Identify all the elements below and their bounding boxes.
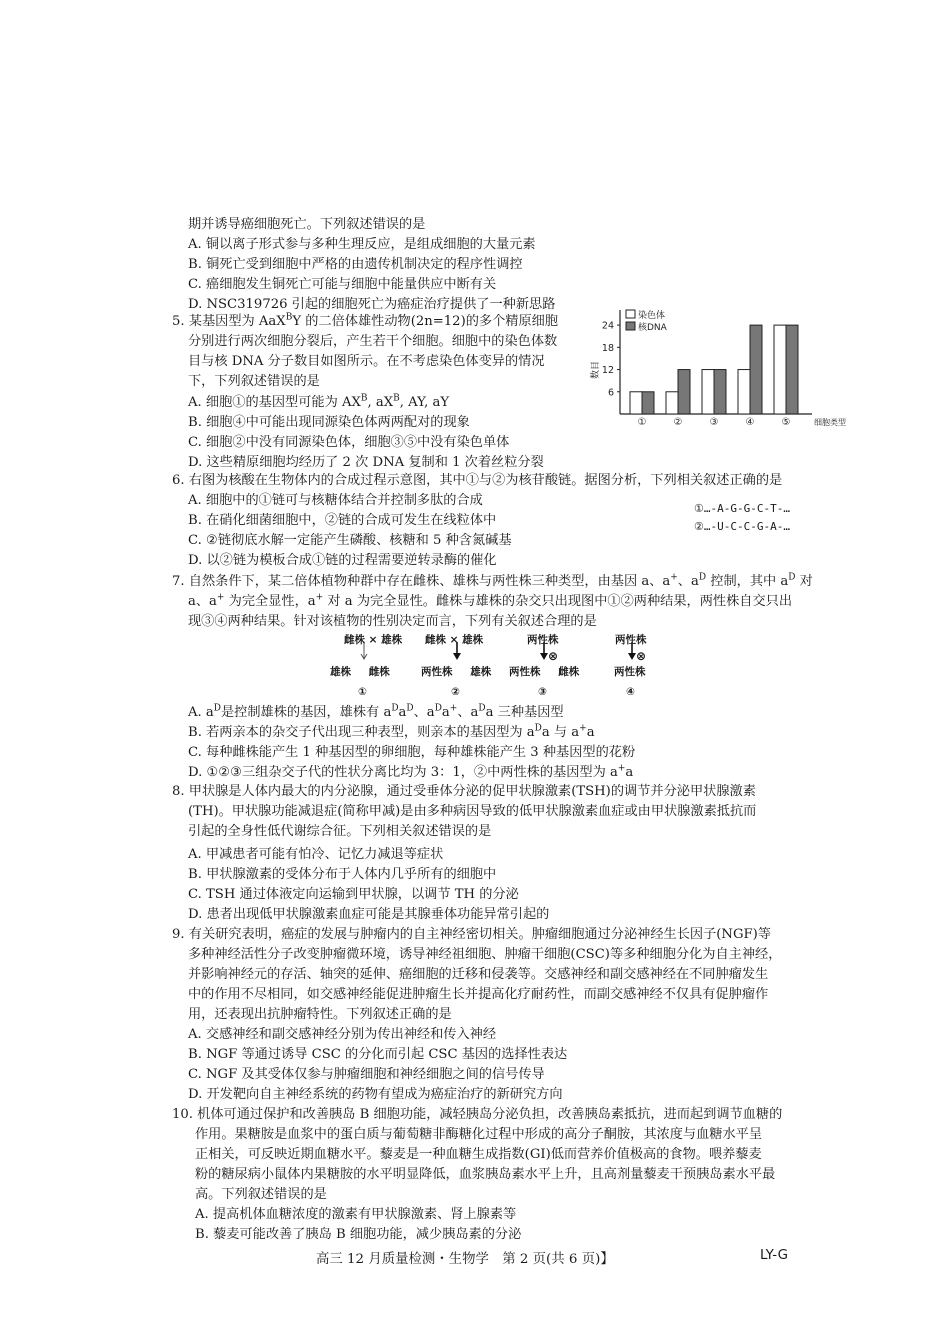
q10-option-b: B. 藜麦可能改善了胰岛 B 细胞功能，减少胰岛素的分泌 (195, 1227, 522, 1242)
q9-stem-line-2: 多种神经活性分子改变肿瘤微环境，诱导神经祖细胞、肿瘤干细胞(CSC)等多种细胞分化为自主神经， (188, 947, 782, 962)
chart-x-label: 细胞类型 (814, 418, 846, 427)
q7-cross-2-parents: 雌株 × 雄株 (425, 634, 484, 646)
q6-strand-2: ②…-U-C-C-G-A-… (694, 520, 790, 533)
q6-option-b: B. 在硝化细菌细胞中，②链的合成可发生在线粒体中 (188, 513, 497, 528)
q4-option-c: C. 癌细胞发生铜死亡可能与细胞中能量供应中断有关 (188, 277, 497, 292)
q7-option-a: A. $a^D$是控制雄株的基因，雄株有 $a^Da^D$、$a^Da^+$、$a^Da$ 三种基因型 (188, 703, 564, 720)
q6-option-c: C. ②链彻底水解一定能产生磷酸、核糖和 5 种含氮碱基 (188, 533, 512, 548)
q7-option-b: B. 若两亲本的杂交子代出现三种表型，则亲本的基因型为 $a^Da$ 与 a+a (188, 723, 595, 740)
q4-stem-cont: 期并诱导癌细胞死亡。下列叙述错误的是 (188, 217, 426, 232)
q7-cross-3-number: ③ (538, 686, 547, 698)
chart-legend-label: 染色体 (638, 311, 666, 321)
q7-cross-1-number: ① (358, 686, 367, 698)
q7-selfing-symbol-3: ⊗ (548, 649, 559, 663)
q9-stem-line-1: 9. 有关研究表明，癌症的发展与肿瘤内的自主神经密切相关。肿瘤细胞通过分泌神经生长因子(NGF)等 (172, 927, 771, 942)
q6-stem: 6. 右图为核酸在生物体内的合成过程示意图，其中①与②为核苷酸链。据图分析，下列相关叙述正确的是 (172, 473, 783, 488)
q5-option-a: A. 细胞①的基因型可能为 $AX^B$, $aX^B$, AY, aY (188, 393, 450, 410)
q6-strand-1: ①…-A-G-G-C-T-… (694, 502, 790, 515)
q5-stem-line-4: 下，下列叙述错误的是 (188, 374, 320, 389)
q4-option-a: A. 铜以离子形式参与多种生理反应，是组成细胞的大量元素 (188, 237, 536, 252)
q8-option-d: D. 患者出现低甲状腺激素血症可能是其腺垂体功能异常引起的 (188, 907, 550, 922)
page-footer: 高三 12 月质量检测・生物学 第 2 页(共 6 页)】 (316, 1252, 614, 1267)
q7-option-c: C. 每种雌株能产生 1 种基因型的卵细胞，每种雄株能产生 3 种基因型的花粉 (188, 745, 636, 760)
q8-stem-line-1: 8. 甲状腺是人体内最大的内分泌腺，通过受垂体分泌的促甲状腺激素(TSH)的调节并分泌甲状腺激素 (172, 784, 756, 799)
chart-bar (750, 325, 762, 414)
chart-x-tick-label: ④ (745, 417, 755, 428)
q7-cross-2-number: ② (451, 686, 460, 698)
q9-stem-line-3: 并影响神经元的存活、轴突的延伸、癌细胞的迁移和侵袭等。交感神经和副交感神经在不同肿瘤发生 (188, 967, 769, 982)
q8-option-c: C. TSH 通过体液定向运输到甲状腺，以调节 TH 的分泌 (188, 887, 519, 902)
q7-cross-1-offspring: 雄株 雌株 (330, 666, 390, 678)
q10-stem-line-5: 高。下列叙述错误的是 (195, 1187, 327, 1202)
q5-stem-line-3: 目与核 DNA 分子数目如图所示。在不考虑染色体变异的情况 (188, 354, 545, 369)
chart-x-tick-label: ⑤ (781, 417, 791, 428)
q9-option-c: C. NGF 及其受体仅参与肿瘤细胞和神经细胞之间的信号传导 (188, 1067, 545, 1082)
q7-cross-4-offspring: 两性株 (614, 666, 646, 678)
q5-stem-line-2: 分别进行两次细胞分裂后，产生若干个细胞。细胞中的染色体数 (188, 334, 558, 349)
paper-code: LY-G (760, 1248, 788, 1263)
q8-stem-line-3: 引起的全身性低代谢综合征。下列相关叙述错误的是 (188, 824, 492, 839)
chart-bar (786, 325, 798, 414)
q7-cross-1-parents: 雌株 × 雄株 (344, 634, 403, 646)
q8-option-b: B. 甲状腺激素的受体分布于人体内几乎所有的细胞中 (188, 867, 497, 882)
q7-option-d: D. ①②③三组杂交子代的性状分离比均为 3：1，②中两性株的基因型为 a+a (188, 763, 634, 780)
q7-selfing-symbol-4: ⊗ (636, 649, 647, 663)
q9-stem-line-4: 中的作用不尽相同，如交感神经能促进肿瘤生长并提高化疗耐药性，而副交感神经不仅具有促肿瘤作 (188, 987, 769, 1002)
chart-y-tick-label: 12 (601, 365, 614, 377)
q5-stem-line-1: 5. 某基因型为 AaX$^B$Y 的二倍体雄性动物(2n=12)的多个精原细胞 (172, 312, 559, 329)
q5-option-c: C. 细胞②中没有同源染色体，细胞③⑤中没有染色单体 (188, 435, 510, 450)
q7-stem-line-3: 现③④两种结果。针对该植物的性别决定而言，下列有关叙述合理的是 (188, 614, 597, 629)
chart-bar (666, 392, 678, 414)
q7-stem-line-2: a、a+ 为完全显性，a+ 对 a 为完全显性。雌株与雄株的杂交只出现图中①②两种结果，两性株自交只出 (188, 592, 793, 609)
q7-cross-3-offspring: 两性株 雌株 (509, 666, 580, 678)
chart-bar (714, 370, 726, 414)
q5-option-b: B. 细胞④中可能出现同源染色体两两配对的现象 (188, 415, 470, 430)
chart-bar (702, 370, 714, 414)
chart-y-tick-label: 18 (601, 342, 614, 354)
q9-option-b: B. NGF 等通过诱导 CSC 的分化而引起 CSC 基因的选择性表达 (188, 1047, 568, 1062)
chart-y-label: 数目 (591, 360, 601, 380)
q4-option-b: B. 铜死亡受到细胞中严格的由遗传机制决定的程序性调控 (188, 257, 523, 272)
q7-stem-line-1: 7. 自然条件下，某二倍体植物种群中存在雌株、雄株与两性株三种类型，由基因 a、a+、$a^D$ 控制，其中 $a^D$ 对 (172, 572, 813, 589)
q10-stem-line-2: 作用。果糖胺是血浆中的蛋白质与葡萄糖非酶糖化过程中形成的高分子酮胺，其浓度与血糖水平呈 (195, 1127, 763, 1142)
q4-option-d: D. NSC319726 引起的细胞死亡为癌症治疗提供了一种新思路 (188, 297, 556, 312)
q7-cross-3-parents: 两性株 (527, 634, 559, 646)
q6-option-a: A. 细胞中的①链可与核糖体结合并控制多肽的合成 (188, 493, 483, 508)
chart-bar (738, 370, 750, 414)
q6-option-d: D. 以②链为模板合成①链的过程需要逆转录酶的催化 (188, 553, 497, 568)
chart-legend-label: 核DNA (638, 323, 667, 333)
q8-option-a: A. 甲减患者可能有怕冷、记忆力减退等症状 (188, 847, 444, 862)
chart-bar (678, 370, 690, 414)
q7-cross-4-parents: 两性株 (615, 634, 647, 646)
chart-x-tick-label: ② (673, 417, 683, 428)
q5-bar-chart (582, 304, 846, 428)
q9-stem-line-5: 用，还表现出抗肿瘤特性。下列叙述正确的是 (188, 1007, 452, 1022)
q7-cross-2-offspring: 两性株 雄株 (421, 666, 492, 678)
q5-option-d: D. 这些精原细胞均经历了 2 次 DNA 复制和 1 次着丝粒分裂 (188, 455, 544, 470)
q10-stem-line-4: 粉的糖尿病小鼠体内果糖胺的水平明显降低，血浆胰岛素水平上升，且高剂量藜麦干预胰岛素水平最 (195, 1167, 776, 1182)
chart-y-tick-label: 24 (601, 320, 614, 332)
q10-stem-line-3: 正相关，可反映近期血糖水平。藜麦是一种血糖生成指数(GI)低而营养价值极高的食物。喂养藜麦 (195, 1147, 762, 1162)
chart-bar (774, 325, 786, 414)
q10-option-a: A. 提高机体血糖浓度的激素有甲状腺激素、肾上腺素等 (195, 1207, 517, 1222)
chart-bar (642, 392, 654, 414)
chart-x-tick-label: ③ (709, 417, 719, 428)
q9-option-a: A. 交感神经和副交感神经分别为传出神经和传入神经 (188, 1027, 497, 1042)
q8-stem-line-2: (TH)。甲状腺功能减退症(简称甲减)是由多种病因导致的低甲状腺激素血症或由甲状腺激素抵抗而 (188, 804, 757, 819)
q7-cross-4-number: ④ (626, 686, 635, 698)
chart-legend-swatch (626, 310, 635, 318)
chart-y-tick-label: 6 (607, 387, 614, 399)
chart-bar (630, 392, 642, 414)
q10-stem-line-1: 10. 机体可通过保护和改善胰岛 B 细胞功能，减轻胰岛分泌负担，改善胰岛素抵抗，进而起到调节血糖的 (172, 1107, 783, 1122)
q9-option-d: D. 开发靶向自主神经系统的药物有望成为癌症治疗的新研究方向 (188, 1087, 563, 1102)
chart-legend-swatch (626, 322, 635, 330)
chart-x-tick-label: ① (637, 417, 647, 428)
